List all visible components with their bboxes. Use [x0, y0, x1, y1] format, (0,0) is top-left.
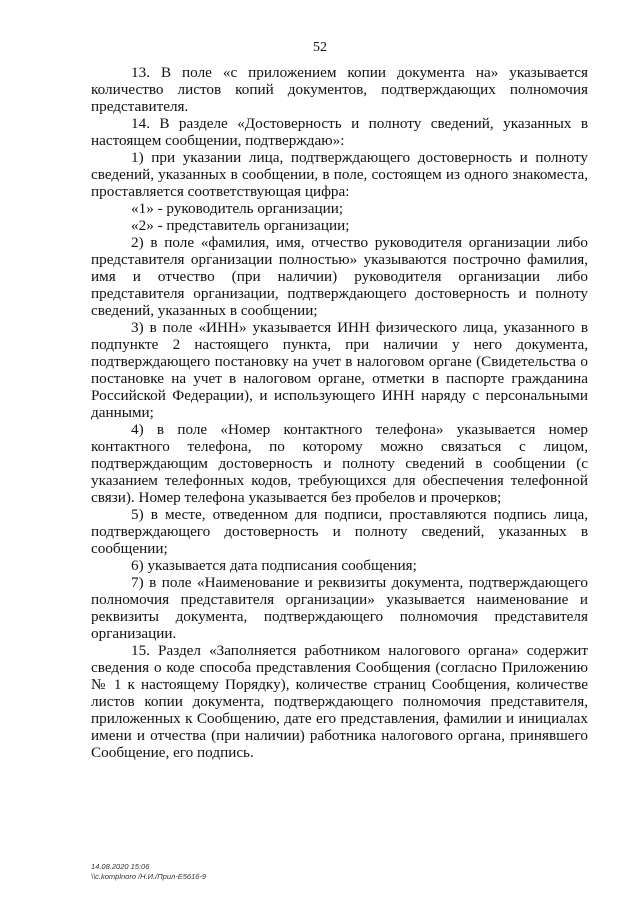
- footer-file-path: \\c.komplnoro /Н.И./Прил-Е5616-9: [91, 872, 207, 881]
- subitem-3: 3) в поле «ИНН» указывается ИНН физического лица, указанного в подпункте 2 настоящего пункта, при наличии у него документа, подтверждающего постановку на учет в налоговом органе (Свидетельства о постановке на учет в налоговом органе, отметки в паспорте гражданина Российской Федерации), и использующего ИНН наряду с персональными данными;: [91, 319, 588, 421]
- subitem-7: 7) в поле «Наименование и реквизиты документа, подтверждающего полномочия представителя организации» указывается наименование и реквизиты документа, подтверждающего полномочия представителя организации.: [91, 574, 588, 642]
- document-body: [91, 64, 588, 761]
- subitem-6: 6) указывается дата подписания сообщения;: [131, 557, 417, 574]
- subitem-5: 5) в месте, отведенном для подписи, проставляются подпись лица, подтверждающего достоверность и полноту сведений, указанных в сообщении;: [91, 506, 588, 557]
- subitem-4: 4) в поле «Номер контактного телефона» указывается номер контактного телефона, по которому можно связаться с лицом, подтверждающим достоверность и полноту сведений в сообщении (с указанием телефонных кодов, требующихся для обеспечения телефонной связи). Номер телефона указывается без пробелов и прочерков;: [91, 421, 588, 506]
- footer-stamp: [91, 862, 206, 882]
- paragraph-14: 14. В разделе «Достоверность и полноту сведений, указанных в настоящем сообщении, подтверждаю»:: [91, 115, 588, 149]
- paragraph-15: 15. Раздел «Заполняется работником налогового органа» содержит сведения о коде способа представления Сообщения (согласно Приложению № 1 к настоящему Порядку), количестве страниц Сообщения, количестве листов копии документа, подтверждающего полномочия представителя, приложенных к Сообщению, дате его представления, фамилии и инициалах имени и отчества (при наличии) работника налогового органа, принявшего Сообщение, его подпись.: [91, 642, 588, 761]
- option-1-head: «1» - руководитель организации;: [131, 200, 344, 217]
- page-number: 52: [313, 40, 327, 55]
- footer-timestamp: 14.08.2020 15:06: [91, 862, 150, 871]
- subitem-2: 2) в поле «фамилия, имя, отчество руководителя организации либо представителя организации полностью» указываются построчно фамилия, имя и отчество (при наличии) руководителя организации либо представителя организации, подтверждающего достоверность и полноту сведений, указанных в сообщении;: [91, 234, 588, 319]
- paragraph-13: 13. В поле «с приложением копии документа на» указывается количество листов копий документов, подтверждающих полномочия представителя.: [91, 64, 588, 115]
- option-2-representative: «2» - представитель организации;: [131, 217, 350, 234]
- subitem-1: 1) при указании лица, подтверждающего достоверность и полноту сведений, указанных в сообщении, в поле, состоящем из одного знакоместа, проставляется соответствующая цифра:: [91, 149, 588, 200]
